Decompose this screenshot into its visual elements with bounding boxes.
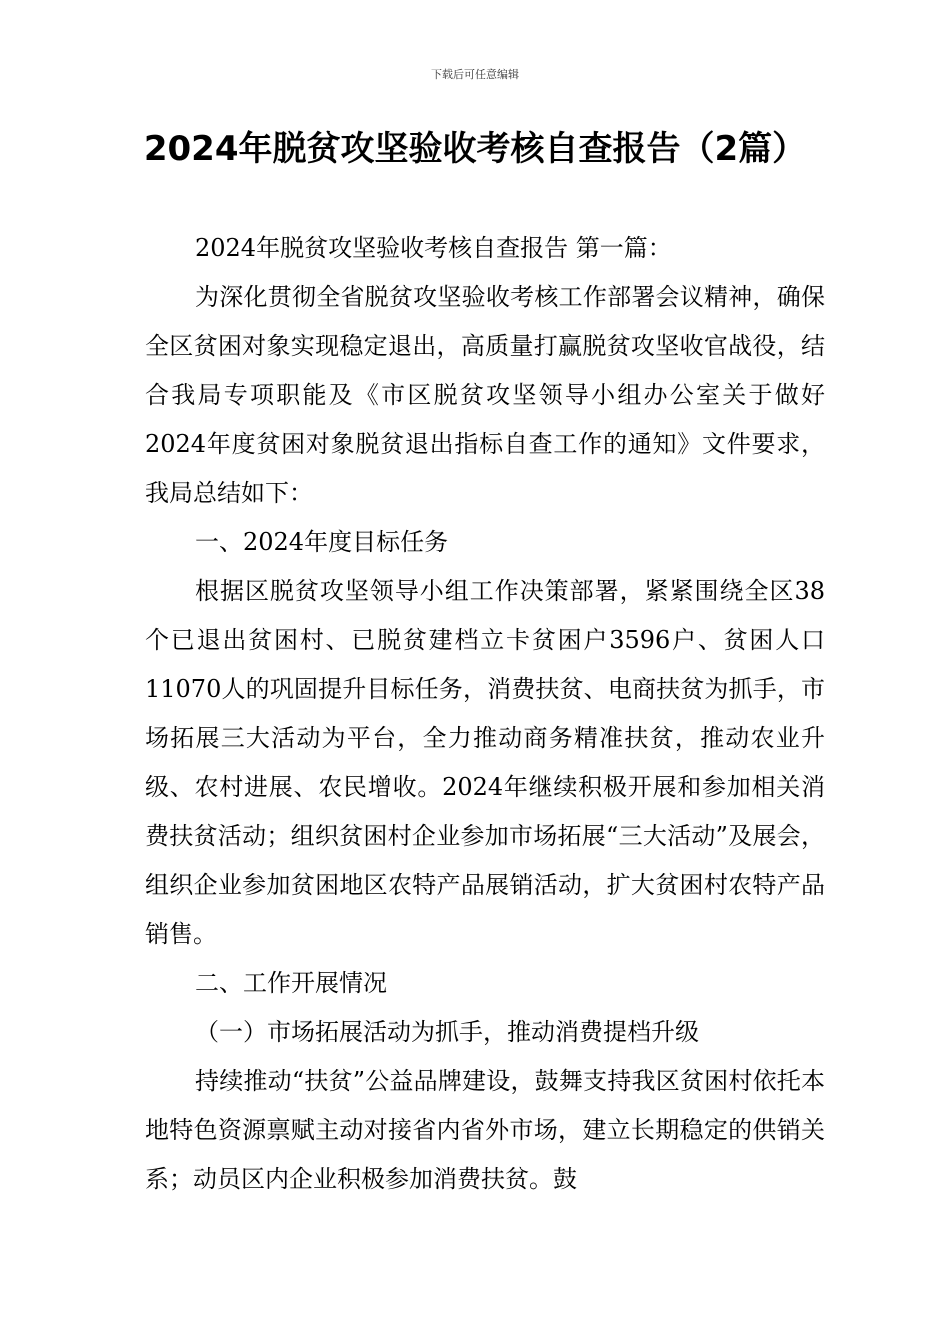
section-heading: 二、工作开展情况 bbox=[195, 969, 387, 997]
subsection-heading: （一）市场拓展活动为抓手，推动消费提档升级 bbox=[195, 1018, 699, 1046]
paragraph: 持续推动“扶贫”公益品牌建设，鼓舞支持我区贫困村依托本地特色资源禀赋主动对接省内省外市场，建立长期稳定的供销关系；动员区内企业积极参加消费扶贫。鼓 bbox=[145, 1067, 825, 1193]
document-body bbox=[145, 224, 825, 1204]
paragraph: 为深化贯彻全省脱贫攻坚验收考核工作部署会议精神，确保全区贫困对象实现稳定退出，高质量打赢脱贫攻坚收官战役，结合我局专项职能及《市区脱贫攻坚领导小组办公室关于做好2024年度贫困对象脱贫退出指标自查工作的通知》文件要求，我局总结如下： bbox=[145, 283, 825, 507]
document-title: 2024年脱贫攻坚验收考核自查报告（2篇） bbox=[143, 129, 807, 169]
paragraph: 根据区脱贫攻坚领导小组工作决策部署，紧紧围绕全区38个已退出贫困村、已脱贫建档立卡贫困户3596户、贫困人口11070人的巩固提升目标任务，消费扶贫、电商扶贫为抓手，市场拓展三大活动为平台，全力推动商务精准扶贫，推动农业升级、农村进展、农民增收。2024年继续积极开展和参加相关消费扶贫活动；组织贫困村企业参加市场拓展“三大活动”及展会，组织企业参加贫困地区农特产品展销活动，扩大贫困村农特产品销售。 bbox=[145, 577, 825, 948]
section-intro: 2024年脱贫攻坚验收考核自查报告 第一篇： bbox=[195, 234, 672, 262]
header-note: 下载后可任意编辑 bbox=[431, 68, 519, 81]
section-heading: 一、2024年度目标任务 bbox=[195, 528, 449, 556]
